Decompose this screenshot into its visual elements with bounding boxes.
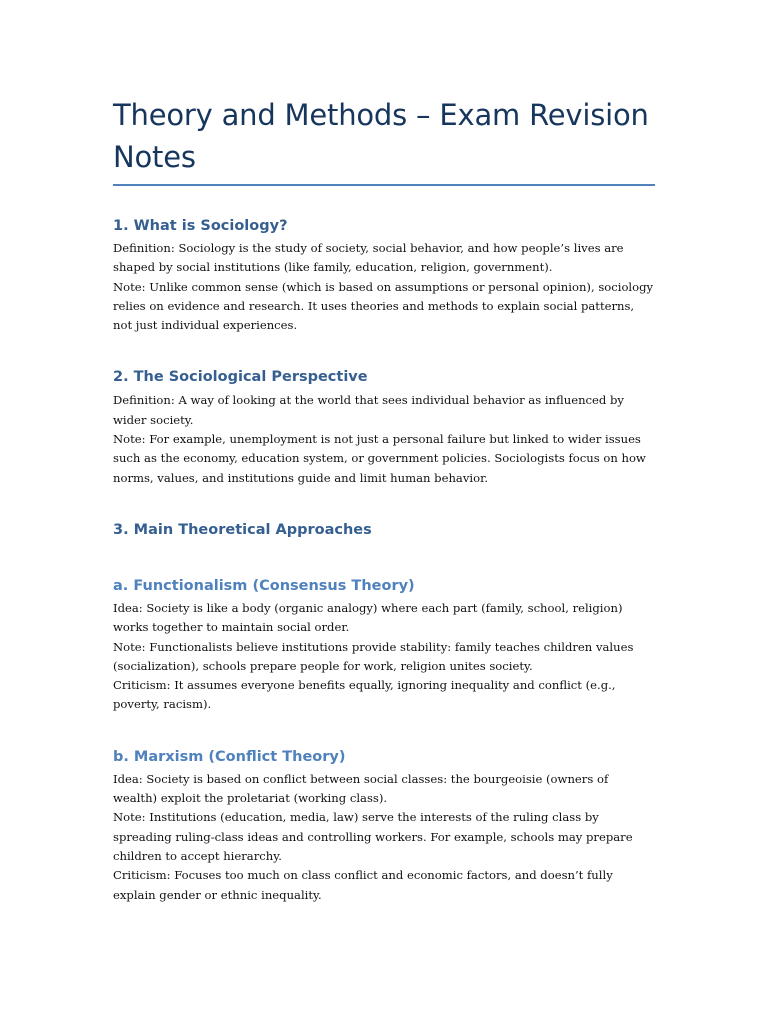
section-heading: 2. The Sociological Perspective	[113, 369, 368, 386]
definition-paragraph: Definition: A way of looking at the world that sees individual behavior as influenced by wider society.	[113, 393, 624, 427]
section-marxism	[113, 747, 655, 905]
section-heading: 1. What is Sociology?	[113, 218, 288, 234]
section-heading: 3. Main Theoretical Approaches	[113, 521, 372, 538]
criticism-paragraph: Criticism: Focuses too much on class conflict and economic factors, and doesn’t fully explain gender or ethnic inequality.	[113, 868, 613, 902]
idea-paragraph: Idea: Society is like a body (organic analogy) where each part (family, school, religion) works together to maintain social order.	[113, 600, 623, 635]
note-paragraph: Note: Functionalists believe institutions provide stability: family teaches children values (socialization), schools prepare people for work, religion unites society.	[113, 639, 634, 673]
subsection-heading: b. Marxism (Conflict Theory)	[113, 748, 346, 765]
note-paragraph: Note: For example, unemployment is not just a personal failure but linked to wider issues such as the economy, education system, or government policies. Sociologists focus on how norms, values, and institutions guide and limit human behavior.	[113, 432, 646, 485]
idea-paragraph: Idea: Society is based on conflict between social classes: the bourgeoisie (owners of wealth) exploit the proletariat (working class).	[113, 771, 609, 806]
note-paragraph: Note: Institutions (education, media, law) serve the interests of the ruling class by spreading ruling-class ideas and controlling workers. For example, schools may prepare children to accept hierarchy.	[113, 810, 633, 863]
criticism-paragraph: Criticism: It assumes everyone benefits equally, ignoring inequality and conflict (e.g., poverty, racism).	[113, 678, 616, 712]
section-functionalism	[113, 576, 655, 715]
title-divider	[113, 184, 655, 186]
definition-paragraph: Definition: Sociology is the study of society, social behavior, and how people’s lives are shaped by social institutions (like family, education, religion, government).	[113, 241, 624, 275]
section-sociological-perspective	[113, 367, 655, 487]
document-page	[113, 94, 655, 905]
section-what-is-sociology	[113, 216, 655, 335]
subsection-heading: a. Functionalism (Consensus Theory)	[113, 577, 415, 594]
section-theoretical-approaches	[113, 520, 655, 540]
document-title: Theory and Methods – Exam Revision Notes	[113, 98, 649, 174]
note-paragraph: Note: Unlike common sense (which is based on assumptions or personal opinion), sociology relies on evidence and research. It uses theories and methods to explain social patterns, not just individual experiences.	[113, 279, 654, 333]
